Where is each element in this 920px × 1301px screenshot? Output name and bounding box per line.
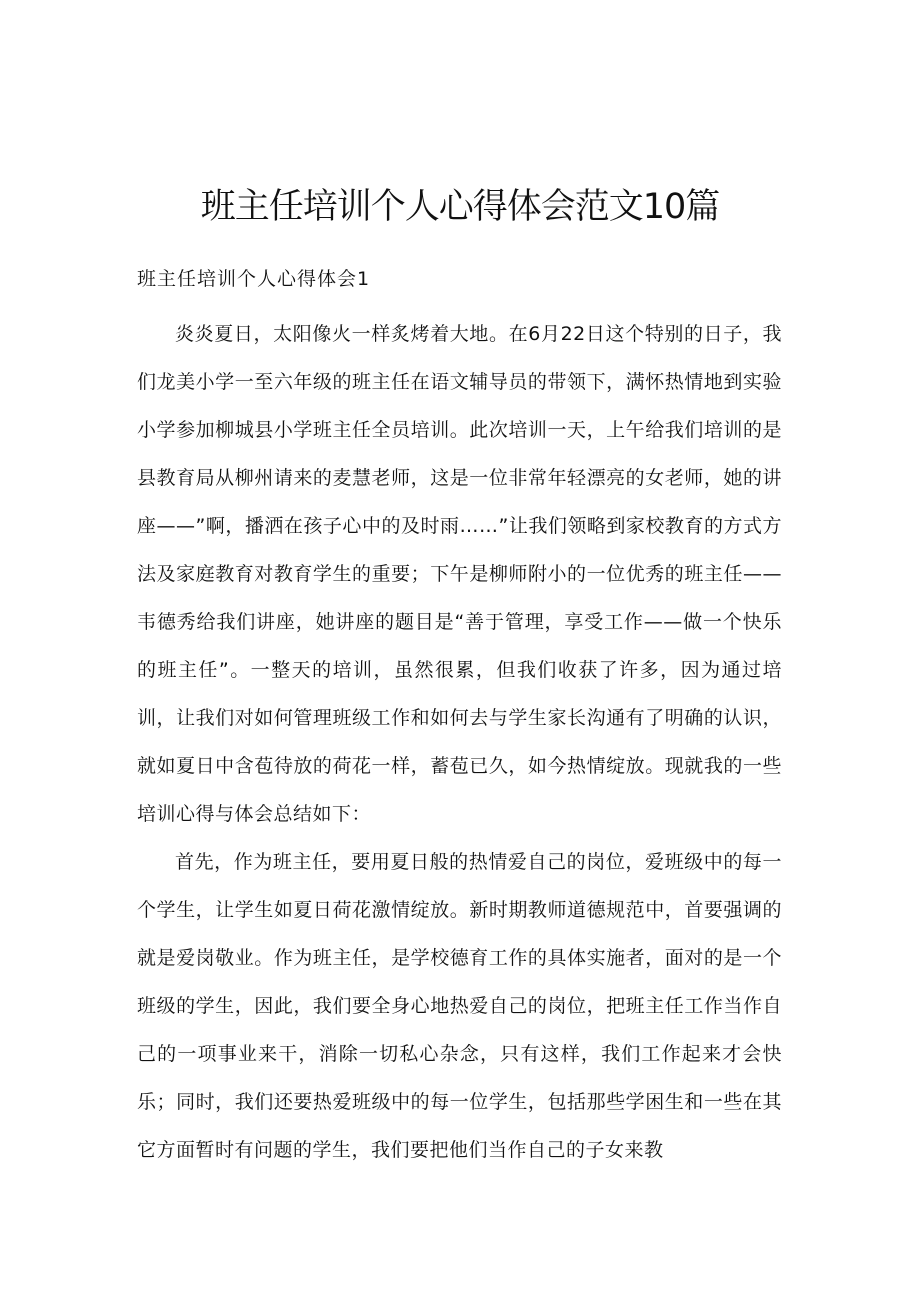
document-body — [137, 310, 782, 1174]
section-heading: 班主任培训个人心得体会1 — [137, 268, 371, 290]
body-paragraph: 首先，作为班主任，要用夏日般的热情爱自己的岗位，爱班级中的每一个学生，让学生如夏日荷花激情绽放。新时期教师道德规范中，首要强调的就是爱岗敬业。作为班主任，是学校德育工作的具体实施者，面对的是一个班级的学生，因此，我们要全身心地热爱自己的岗位，把班主任工作当作自己的一项事业来干，消除一切私心杂念，只有这样，我们工作起来才会快乐；同时，我们还要热爱班级中的每一位学生，包括那些学困生和一些在其它方面暂时有问题的学生，我们要把他们当作自己的子女来教 — [137, 851, 782, 1161]
document-title: 班主任培训个人心得体会范文10篇 — [200, 187, 720, 228]
body-paragraph: 炎炎夏日，太阳像火一样炙烤着大地。在6月22日这个特别的日子，我们龙美小学一至六年级的班主任在语文辅导员的带领下，满怀热情地到实验小学参加柳城县小学班主任全员培训。此次培训一天，上午给我们培训的是县教育局从柳州请来的麦慧老师，这是一位非常年轻漂亮的女老师，她的讲座——”啊，播洒在孩子心中的及时雨……”让我们领略到家校教育的方式方法及家庭教育对教育学生的重要；下午是柳师附小的一位优秀的班主任——韦德秀给我们讲座，她讲座的题目是“善于管理，享受工作——做一个快乐的班主任”。一整天的培训，虽然很累，但我们收获了许多，因为通过培训，让我们对如何管理班级工作和如何去与学生家长沟通有了明确的认识，就如夏日中含苞待放的荷花一样，蓄苞已久，如今热情绽放。现就我的一些培训心得与体会总结如下： — [137, 323, 782, 825]
